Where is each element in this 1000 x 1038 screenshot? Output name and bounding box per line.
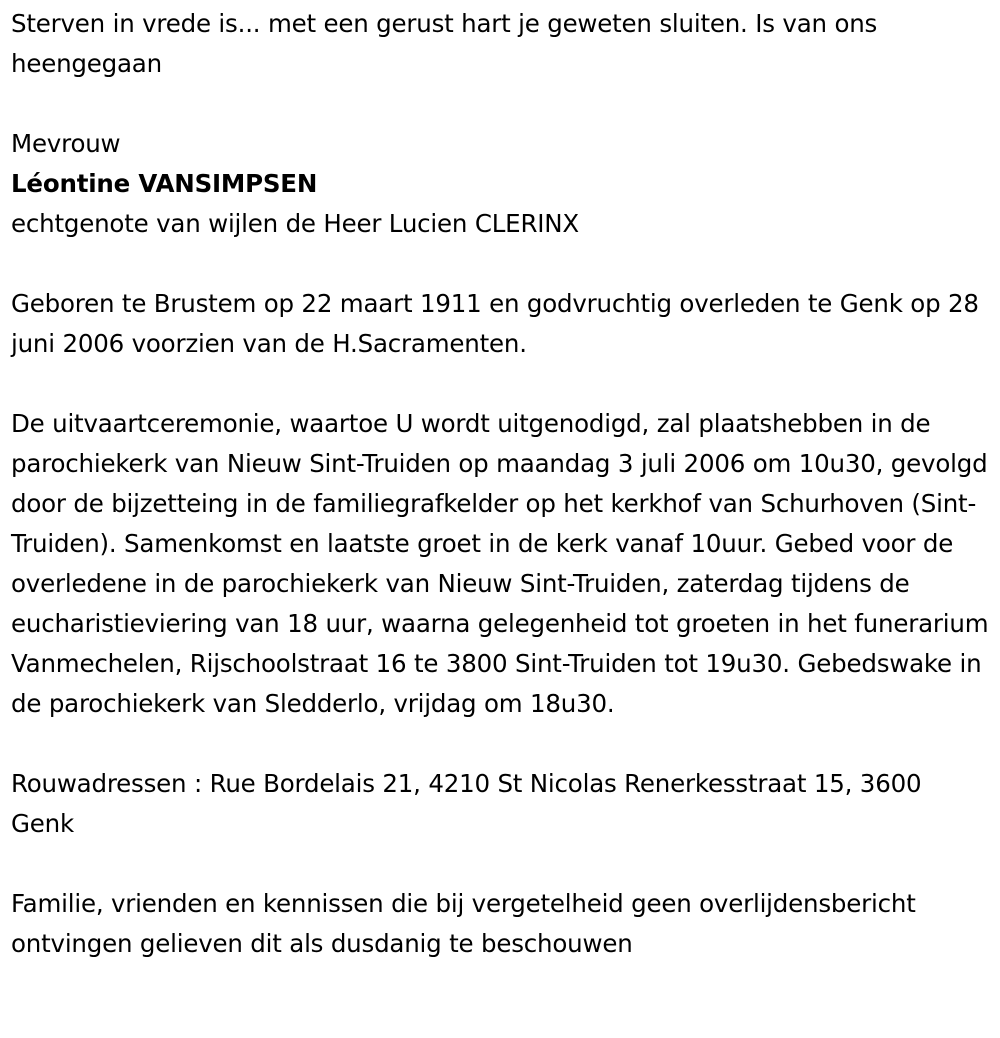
addresses-paragraph: Rouwadressen : Rue Bordelais 21, 4210 St Nicolas Renerkesstraat 15, 3600 Genk [11, 769, 922, 838]
ceremony-paragraph: De uitvaartceremonie, waartoe U wordt uitgenodigd, zal plaatshebben in de parochiekerk van Nieuw Sint-Truiden op maandag 3 juli 2006 om 10u30, gevolgd door de bijzetteing in de familiegrafkelder op het kerkhof van Schurhoven (Sint-Truiden). Samenkomst en laatste groet in de kerk vanaf 10uur. Gebed voor de overledene in de parochiekerk van Nieuw Sint-Truiden, zaterdag tijdens de eucharistieviering van 18 uur, waarna gelegenheid tot groeten in het funerarium Vanmechelen, Rijschoolstraat 16 te 3800 Sint-Truiden tot 19u30. Gebedswake in de parochiekerk van Sledderlo, vrijdag om 18u30. [11, 409, 989, 718]
obituary-document [11, 4, 991, 964]
intro-text: Sterven in vrede is... met een gerust hart je geweten sluiten. Is van ons heengegaan [11, 9, 878, 78]
spouse-line: echtgenote van wijlen de Heer Lucien CLERINX [11, 209, 580, 238]
deceased-name: Léontine VANSIMPSEN [11, 169, 318, 198]
salutation: Mevrouw [11, 129, 121, 158]
closing-paragraph: Familie, vrienden en kennissen die bij vergetelheid geen overlijdensbericht ontvingen gelieven dit als dusdanig te beschouwen [11, 889, 916, 958]
birth-death-paragraph: Geboren te Brustem op 22 maart 1911 en godvruchtig overleden te Genk op 28 juni 2006 voorzien van de H.Sacramenten. [11, 289, 979, 358]
